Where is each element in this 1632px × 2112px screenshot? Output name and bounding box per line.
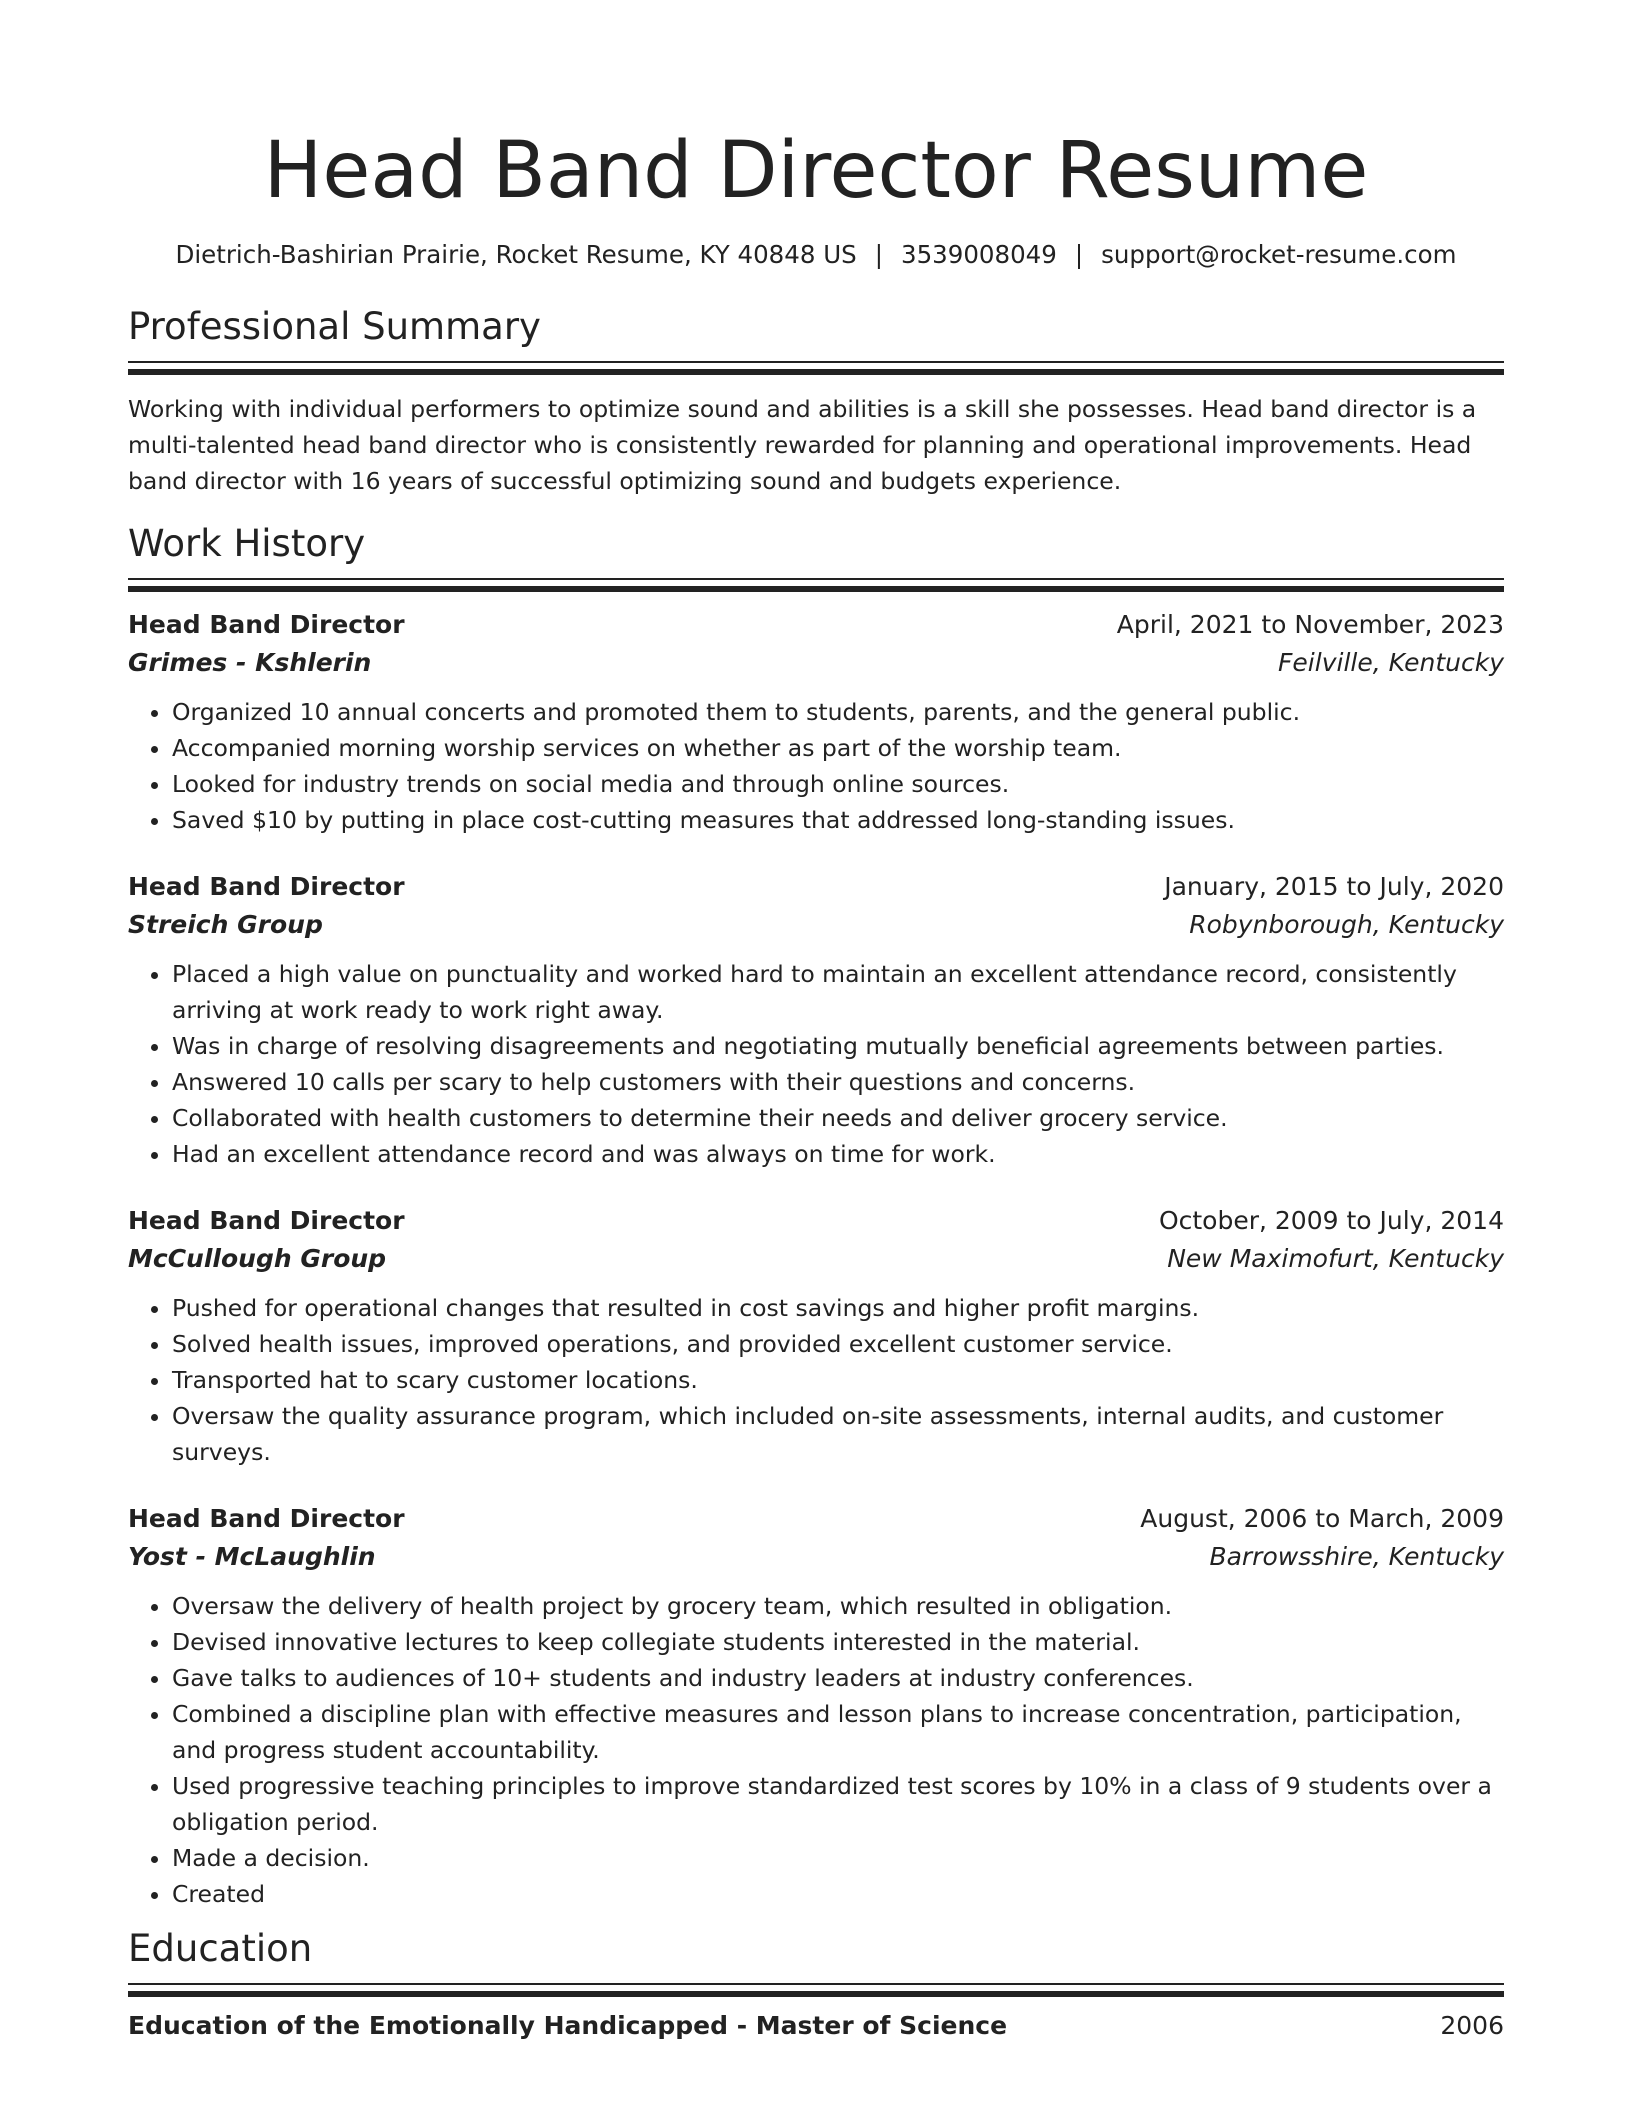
job-bullet: • Solved health issues, improved operations, and provided excellent customer service. [172,1326,1504,1362]
job-header-row [128,1202,1504,1240]
job-location: Robynborough, Kentucky [1189,910,1504,939]
job-bullet: • Pushed for operational changes that resulted in cost savings and higher profit margins. [172,1290,1504,1326]
education-section [128,1926,1504,2045]
job-title: Head Band Director [128,872,405,901]
contact-separator: | [1074,240,1084,269]
contact-phone: 3539008049 [900,240,1057,269]
job-bullets [128,694,1504,838]
job-location: New Maximofurt, Kentucky [1167,1244,1504,1273]
job-bullet: • Collaborated with health customers to determine their needs and deliver grocery service. [172,1100,1504,1136]
job-entry [128,1500,1504,1912]
job-bullet: • Saved $10 by putting in place cost-cutting measures that addressed long-standing issues. [172,802,1504,838]
education-degree: Education of the Emotionally Handicapped - Master of Science [128,2011,1008,2040]
job-bullet: • Answered 10 calls per scary to help customers with their questions and concerns. [172,1064,1504,1100]
job-title: Head Band Director [128,1504,405,1533]
job-subheader-row [128,1240,1504,1278]
job-company: Streich Group [128,910,323,939]
job-subheader-row [128,644,1504,682]
job-bullets [128,1290,1504,1470]
education-entry [128,2007,1504,2045]
summary-section [128,304,1504,499]
job-company: Yost - McLaughlin [128,1542,376,1571]
resume-page [128,0,1504,2045]
job-entry [128,606,1504,838]
job-entry [128,1202,1504,1470]
job-dates: August, 2006 to March, 2009 [1140,1504,1504,1533]
job-bullet: • Combined a discipline plan with effective measures and lesson plans to increase concentration, participation, and progress student accountability. [172,1696,1504,1768]
job-bullet: • Devised innovative lectures to keep collegiate students interested in the material. [172,1624,1504,1660]
section-divider [128,1983,1504,1999]
job-dates: April, 2021 to November, 2023 [1116,610,1504,639]
job-dates: October, 2009 to July, 2014 [1158,1206,1504,1235]
education-heading: Education [128,1927,313,1970]
job-location: Barrowsshire, Kentucky [1209,1542,1504,1571]
summary-heading: Professional Summary [128,305,541,348]
job-bullet: • Had an excellent attendance record and was always on time for work. [172,1136,1504,1172]
job-bullets [128,1588,1504,1912]
job-title: Head Band Director [128,610,405,639]
job-bullet: • Organized 10 annual concerts and promoted them to students, parents, and the general public. [172,694,1504,730]
job-header-row [128,606,1504,644]
contact-address: Dietrich-Bashirian Prairie, Rocket Resume, KY 40848 US [175,240,857,269]
contact-separator: | [874,240,883,269]
job-bullet: • Transported hat to scary customer locations. [172,1362,1504,1398]
job-bullet: • Oversaw the delivery of health project by grocery team, which resulted in obligation. [172,1588,1504,1624]
work-heading: Work History [128,522,366,565]
job-bullet: • Placed a high value on punctuality and worked hard to maintain an excellent attendance record, consistently arriving at work ready to work right away. [172,956,1504,1028]
job-header-row [128,868,1504,906]
summary-text: Working with individual performers to optimize sound and abilities is a skill she possesses. Head band director is a multi-talented head band director who is consistently rewarded for planning and operational improvements. Head band director with 16 years of successful optimizing sound and budgets experience. [128,395,1477,495]
education-year: 2006 [1440,2011,1504,2040]
job-title: Head Band Director [128,1206,405,1235]
job-bullets [128,956,1504,1172]
job-entry [128,868,1504,1172]
job-bullet: • Created [172,1876,1504,1912]
job-bullet: • Was in charge of resolving disagreements and negotiating mutually beneficial agreements between parties. [172,1028,1504,1064]
work-section [128,521,1504,1912]
section-divider [128,361,1504,377]
job-company: Grimes - Kshlerin [128,648,372,677]
job-location: Feilville, Kentucky [1278,648,1504,677]
job-header-row [128,1500,1504,1538]
resume-title: Head Band Director Resume [263,126,1369,216]
job-bullet: • Accompanied morning worship services on whether as part of the worship team. [172,730,1504,766]
job-bullet: • Made a decision. [172,1840,1504,1876]
job-subheader-row [128,1538,1504,1576]
job-company: McCullough Group [128,1244,387,1273]
contact-email: support@rocket-resume.com [1101,240,1457,269]
job-bullet: • Looked for industry trends on social media and through online sources. [172,766,1504,802]
job-dates: January, 2015 to July, 2020 [1164,872,1504,901]
section-divider [128,578,1504,594]
job-subheader-row [128,906,1504,944]
job-bullet: • Gave talks to audiences of 10+ students and industry leaders at industry conferences. [172,1660,1504,1696]
job-bullet: • Used progressive teaching principles to improve standardized test scores by 10% in a class of 9 students over a obligation period. [172,1768,1504,1840]
contact-line [128,238,1504,272]
job-bullet: • Oversaw the quality assurance program, which included on-site assessments, internal audits, and customer surveys. [172,1398,1504,1470]
